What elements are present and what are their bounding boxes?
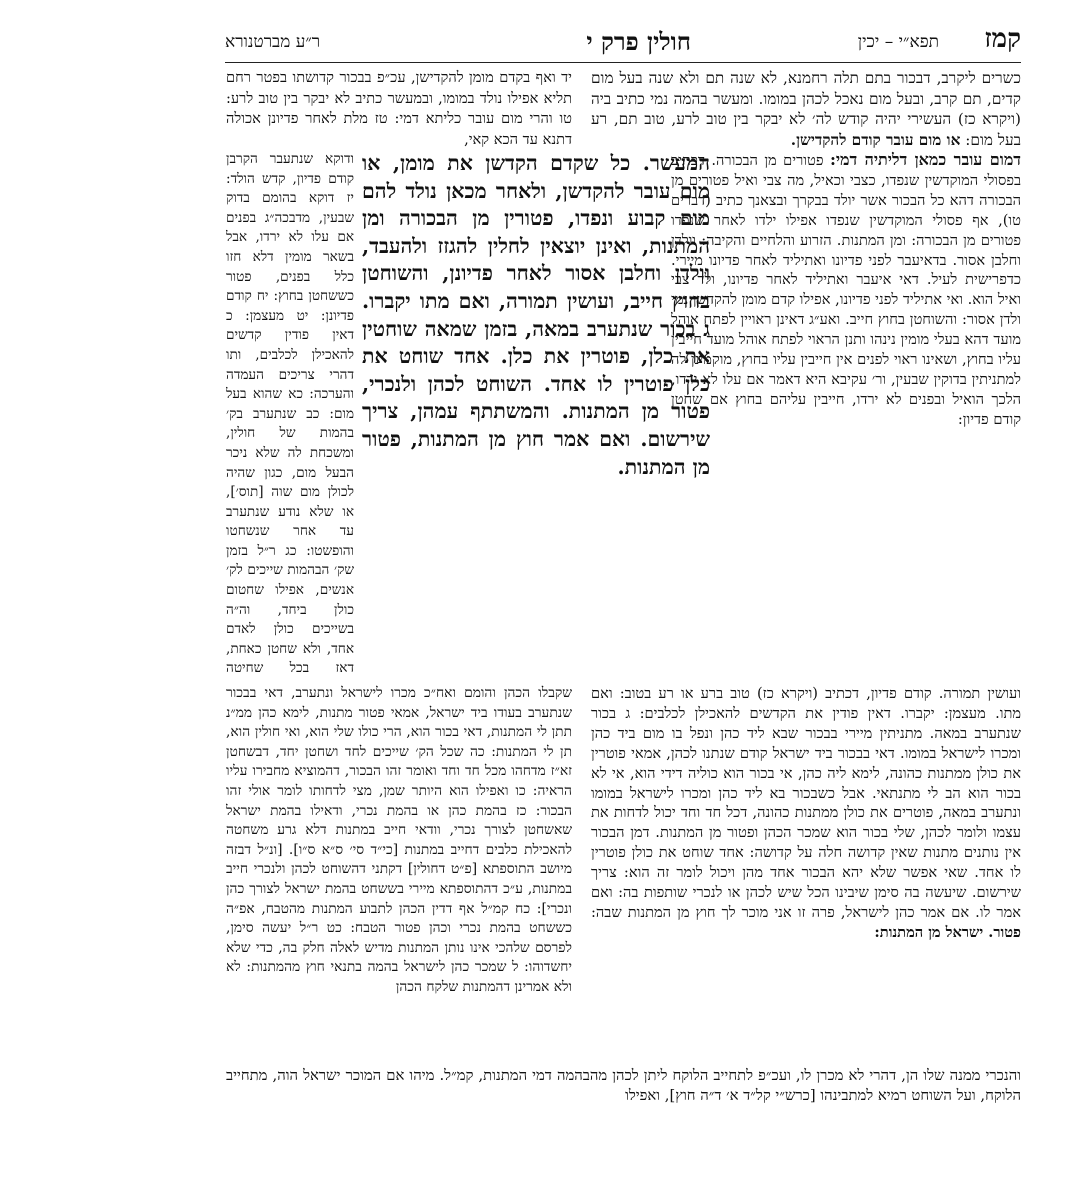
tyt-top-text: יד ואף בקדם מומן להקדישן, עכ״פ בבכור קדושתו בפטר רחם תליא אפילו נולד במומו, ובמעשר כתיב לא יבקר בין טוב לרע: טו והרי מום עובר כליתא דמי: טז מלת לאחר פדיונן אכולה דתנא עד הכא קאי, <box>226 69 572 148</box>
bartenura-side-lead: דמום עובר כמאן דליתיה דמי: <box>829 150 1021 169</box>
mishnah-text-block <box>362 150 710 678</box>
bartenura-top-block <box>591 68 1021 150</box>
bartenura-top-text: כשרים ליקרב, דבכור בתם תלה רחמנא, לא שנה תם ולא שנה בעל מום קדים, תם קרב, ובעל מום נאכל לכהן במומו. ומעשר בהמה נמי כתיב ביה (ויקרא כז) העשירי יהיה קודש לה׳ לא יבקר בין טוב לרע, טוב תם, רע בעל מום: <box>591 69 1021 149</box>
chapter-title: חולין פרק י <box>586 27 691 56</box>
mishnah-text: המעשר. כל שקדם הקדשן את מומן, או מום עובר להקדשן, ולאחר מכאן נולד להם מום קבוע ונפדו, פטורין מן הבכורה ומן המתנות, ואינן יוצאין לחלין להגזז ולהעבד, וולדן וחלבן אסור לאחר פדיונן, והשוחטן בחוץ חייב, ועושין תמורה, ואם מתו יקברו. ג בכור שנתערב במאה, בזמן שמאה שוחטין את כלן, פוטרין את כלן. אחד שוחט את כלן פוטרין לו אחד. השוחט לכהן ולנכרי, פטור מן המתנות. והמשתתף עמהן, צריך שירשום. ואם אמר חוץ מן המתנות, פטור מן המתנות. <box>362 151 710 479</box>
tyt-side-text: ודוקא שנתעבר הקרבן קודם פדיון, קדש הולד: יז דוקא בהומם בדוק שבעין, מדבכה״ג בפנים אם עלו לא ירדו, אבל בשאר מומין דלא חזו כלל בפנים, פטור כששחטן בחוץ: יח קודם פדיונן: יט מעצמן: כ דאין פודין קדשים להאכילן לכלבים, ותו דהרי צריכים העמדה והערכה: כא שהוא בעל מום: כב שנתערב בק׳ בהמות של חולין, ומשכחת לה שלא ניכר הבעל מום, כגון שהיה לכולן מום שוה [תוס׳], או שלא נודע שנתערב עד אחר שנשחטו והופשטו: כג ר״ל בזמן שק׳ הבהמות שייכים לק׳ אנשים, אפילו שחטום כולן ביחד, וה״ה בשייכים כולן לאדם אחד, ולא שחטן כאחת, דאז בכל שחיטה <box>226 151 354 677</box>
page-header <box>225 24 1021 62</box>
bartenura-bottom-block <box>591 684 1021 1062</box>
bartenura-bottom-tail: פטור. ישראל מן המתנות: <box>874 923 1021 941</box>
commentary-source: ר״ע מברטנורא <box>225 32 321 52</box>
bartenura-top-tail: או מום עובר קודם להקדישן. <box>790 130 961 149</box>
running-range: תפא״י – יכין <box>857 32 939 52</box>
footer-commentary <box>226 1066 1021 1110</box>
bartenura-side-text: פטורים מן הבכורה. דכתיב בפסולי המוקדשין שנפדו, כצבי וכאיל, מה צבי ואיל פטורים מן הבכורה דהא כל הבכור אשר יולד בבקרך ובצאנך כתיב (דברים טו), אף פסולי המוקדשין שנפדו אפילו ילדו לאחר שנפדו פטורים מן הבכורה: ומן המתנות. הזרוע והלחיים והקיבה: וולדן וחלבן אסור. בדאיעבר לפני פדיונו ואתיליד לאחר פדיונו מיירי. כדפרישית לעיל. דאי איעבר ואתיליד לאחר פדיונו, ולד צבי ואיל הוא. ואי אתיליד לפני פדיונו, אפילו קדם מומן להקדשן נמי ולדן אסור: והשוחטן בחוץ חייב. ואע״ג דאינן ראויין לפתח אוהל מועד דהא בעלי מומין נינהו ותנן הראוי לפתח אוהל מועד חייבין עליו בחוץ, ושאינו ראוי לפנים אין חייבין עליו בחוץ, מוקמינן לה למתניתין בדוקין שבעין, ור׳ עקיבא היא דאמר אם עלו לא ירדו, הלכך הואיל ובפנים לא ירדו, חייבין עליהם בחוץ אם שחטן קודם פדיון: <box>671 152 1021 428</box>
bartenura-side-column <box>671 150 1021 678</box>
page-number: קמז <box>984 24 1021 54</box>
footer-text: והנכרי ממנה שלו הן, דהרי לא מכרן לו, ועכ״פ לתחייב הלוקח ליתן לכהן מהבהמה דמי המתנות, קמ״ל. מיהו אם המוכר ישראל הוה, מתחייב הלוקח, ועל השוחט רמיא למתבינהו [כרש״י קל״ד א׳ ד״ה חוץ], ואפילו <box>226 1067 1021 1104</box>
tyt-side-column <box>226 150 354 678</box>
tyt-top-block <box>226 68 572 150</box>
tyt-bottom-block <box>226 684 572 1062</box>
tyt-bottom-text: שקבלו הכהן והומם ואח״כ מכרו לישראל ונתערב, דאי בבכור שנתערב בעודו ביד ישראל, אמאי פטור מתנות, לימא כהן ממ״נ תתן לי המתנות, דאי בכור הוא, הרי כולו שלי הוא, ואי חולין הוא, תן לי המתנות: כה שכל הק׳ שייכים לחד ושחטן יחד, דבשחטן זא״ז מדחהו מכל חד וחד ואומר זהו הבכור, דהמוציא מחבירו עליו הראיה: כו ואפילו הוא היותר שמן, מצי לדחותו לומר אולי זהו הבכור: כז בהמת כהן או בהמת נכרי, ודאילו בהמת ישראל שאשחטן לצורך נכרי, וודאי חייב במתנות דלא גרע משחטה להאכילת כלבים דחייב במתנות [כי״ד סי׳ ס״א ס״ו]. [ונ״ל דבזה מיושב התוספתא [פ״ט דחולין] דקתני דהשוחט לכהן ולנכרי חייב במתנות, ע״כ דהתוספתא מיירי בששחט בהמת ישראל לצורך כהן ונכרי]: כח קמ״ל אף דדין הכהן לתבוע המתנות מהטבח, אפ״ה כששחט בהמת נכרי וכהן פטור הטבח: כט ר״ל יעשה סימן, לפרסם שלהכי אינו נותן המתנות מדיש לאלה חלק בה, כדי שלא יחשדוהו: ל שמכר כהן לישראל בהמה בתנאי חוץ מהמתנות: לא ולא אמרינן דהמתנות שלקח הכהן <box>226 685 572 995</box>
header-rule <box>225 62 1021 63</box>
bartenura-bottom-text: ועושין תמורה. קודם פדיון, דכתיב (ויקרא כז) טוב ברע או רע בטוב: ואם מתו. מעצמן: יקברו. דאין פודין את הקדשים להאכילן לכלבים: ג בכור שנתערב במאה. מתניתין מיירי בבכור שבא ליד כהן ונפל בו מום ביד כהן ומכרו לישראל במומו. דאי בבכור ביד ישראל קודם שנתנו לכהן, אמאי פוטרין את כולן ממתנות כהונה, לימא ליה כהן, אי בכור הוא כוליה דידי הוא, אי לא בכור הוא הב לי מתנתאי. אבל כשבכור בא ליד כהן ומכרו לישראל במומו ונתערב במאה, פוטרים את כולן ממתנות כהונה, דכל חד וחד יכול לדחות את עצמו ולומר לכהן, שלי בכור הוא שמכר הכהן ופטור מן המתנות. דמן הבכור אין נותנים מתנות שאין קדושה חלה על קדושה: אחד שוחט את כולן פוטרין לו אחד. שאי אפשר שלא יהא הבכור אחד מהן ויכול לומר זה הוא: צריך שירשום. שיעשה בה סימן שיבינו הכל שיש לכהן או לנכרי שותפות בה: ואם אמר לו. אם אמר כהן לישראל, פרה זו אני מוכר לך חוץ מן המתנות שבה: <box>591 685 1021 921</box>
